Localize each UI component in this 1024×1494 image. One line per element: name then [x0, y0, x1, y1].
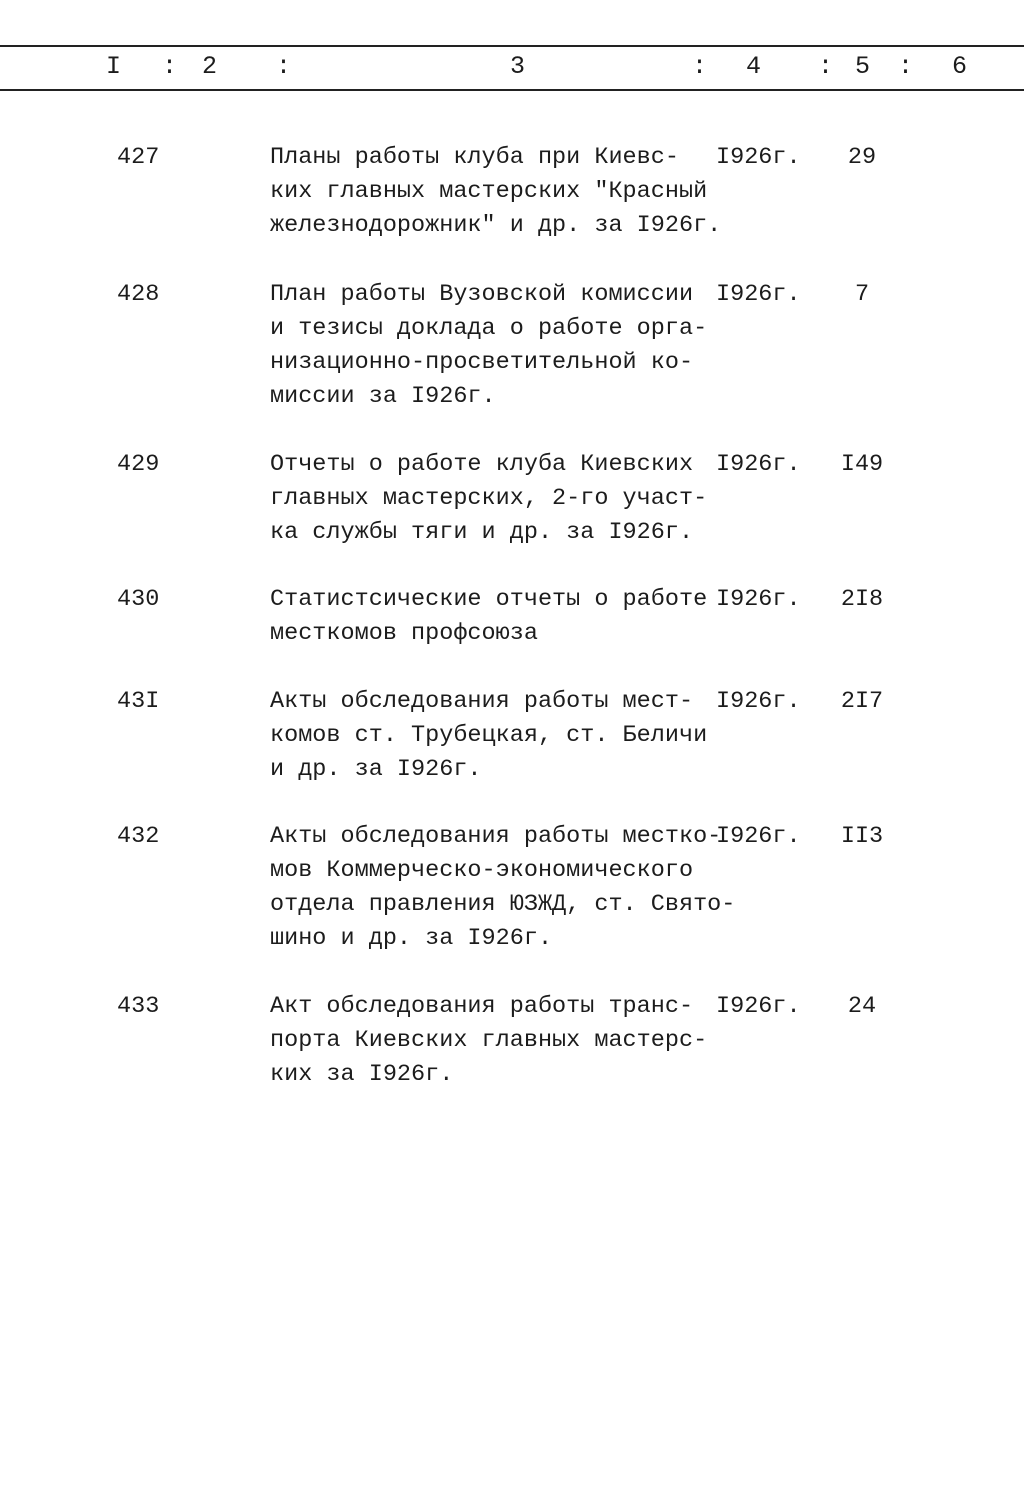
header-top-rule [0, 45, 1024, 47]
item-description: Акт обследования работы транс- порта Киевских главных мастерс- ких за I926г. [270, 993, 708, 1088]
item-number: 427 [117, 144, 160, 171]
item-number: 430 [117, 586, 160, 613]
header-col-4: 4 [746, 52, 762, 81]
header-col-6: 6 [952, 52, 968, 81]
item-number: 43I [117, 688, 160, 715]
item-description: Отчеты о работе клуба Киевских главных мастерских, 2-го участ- ка службы тяги и др. за I926г. [270, 451, 708, 546]
header-sep: : [818, 52, 834, 81]
item-number: 433 [117, 993, 160, 1020]
item-year: I926г. [716, 586, 801, 613]
item-pages: 24 [847, 993, 877, 1020]
item-number: 428 [117, 281, 160, 308]
header-sep: : [276, 52, 292, 81]
item-pages: 7 [854, 281, 870, 308]
header-col-5: 5 [855, 52, 871, 81]
item-year: I926г. [716, 281, 801, 308]
item-pages: 2I7 [840, 688, 884, 715]
header-col-3: 3 [510, 52, 526, 81]
item-year: I926г. [716, 823, 801, 850]
item-year: I926г. [716, 451, 801, 478]
header-bottom-rule [0, 89, 1024, 91]
item-description: Акты обследования работы мест- комов ст. Трубецкая, ст. Беличи и др. за I926г. [270, 688, 708, 783]
item-description: Статистсические отчеты о работе месткомов профсоюза [270, 586, 708, 647]
header-sep: : [692, 52, 708, 81]
item-pages: 2I8 [840, 586, 884, 613]
item-description: Планы работы клуба при Киевс- ких главных мастерских "Красный железнодорожник" и др. за I926г. [270, 144, 722, 239]
item-pages: 29 [847, 144, 877, 171]
item-year: I926г. [716, 993, 801, 1020]
item-year: I926г. [716, 144, 801, 171]
header-sep: : [162, 52, 178, 81]
item-pages: II3 [840, 823, 884, 850]
header-col-2: 2 [202, 52, 218, 81]
header-sep: : [898, 52, 914, 81]
item-number: 429 [117, 451, 160, 478]
item-description: Акты обследования работы местко- мов Коммерческо-экономического отдела правления ЮЗЖД, ст. Свято- шино и др. за I926г. [270, 823, 736, 952]
item-pages: I49 [840, 451, 884, 478]
header-col-1: I [106, 52, 122, 81]
item-number: 432 [117, 823, 160, 850]
item-description: План работы Вузовской комиссии и тезисы доклада о работе орга- низационно-просветительной ко- миссии за I926г. [270, 281, 708, 410]
item-year: I926г. [716, 688, 801, 715]
